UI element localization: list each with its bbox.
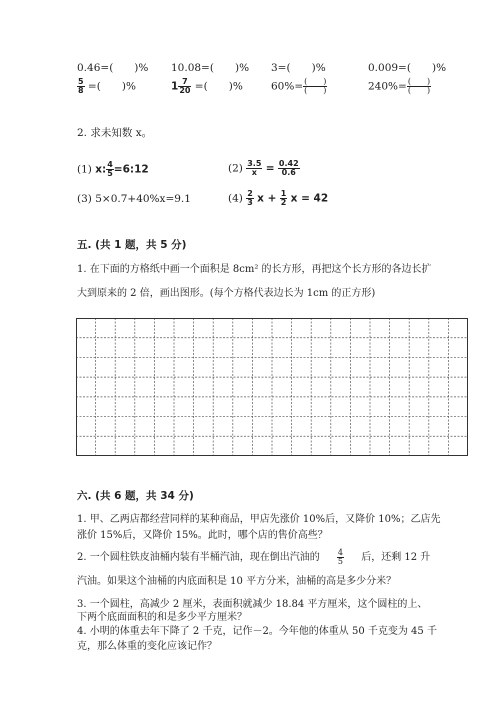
conversion-item: 10.08=( )% (171, 62, 250, 74)
fraction: $\frac{7}{20}$ (179, 77, 191, 95)
equation-3: (3) 5×0.7+40%x=9.1 (77, 193, 191, 205)
question-text: 下两个底面面积的和是多少平方厘米？ (77, 612, 247, 623)
question-text: 大到原来的 2 倍，画出图形。(每个方格代表边长为 1cm 的正方形) (77, 288, 376, 299)
conversion-item: 240%= $\frac{( )}{( )}$ (368, 77, 431, 95)
question-title: 2. 求未知数 x。 (77, 127, 153, 139)
section-heading: 六. (共 6 题，共 34 分) (77, 490, 194, 502)
conversion-item: 1 $\frac{7}{20}$ =( )% (171, 77, 243, 95)
equation-2: (2) $\frac{3.5}{x}$ = $\frac{0.42}{0.6}$ (228, 159, 299, 177)
fraction: $\frac{1}{2}$ (280, 189, 287, 207)
conversion-item: 0.46=( )% (77, 62, 149, 74)
fraction: $\frac{5}{8}$ (78, 77, 84, 95)
fraction: $\frac{4}{5}$ (107, 160, 113, 178)
fraction: $\frac{2}{3}$ (247, 189, 253, 207)
question-text: 克，那么体重的变化应该记作？ (77, 641, 217, 652)
fraction: $\frac{( )}{( )}$ (407, 77, 431, 95)
fraction: $\frac{3.5}{x}$ (247, 159, 262, 177)
question-text: 3. 一个圆柱，高减少 2 厘米，表面积就减少 18.84 平方厘米，这个圆柱的上、 (77, 599, 428, 610)
question-text: 1. 甲、乙两店都经营同样的某种商品，甲店先涨价 10%后，又降价 10%；乙店先 (77, 514, 441, 525)
conversion-item: 60%= $\frac{( )}{( )}$ (271, 77, 327, 95)
square-grid (76, 318, 468, 456)
question-text: 2. 一个圆柱铁皮油桶内装有半桶汽油，现在倒出汽油的 $\frac{4}{5}$ 后，还剩 12 升 (77, 548, 431, 566)
fraction: $\frac{4}{5}$ (337, 548, 344, 566)
conversion-item: 3=( )% (271, 62, 326, 74)
section-heading: 五. (共 1 题，共 5 分) (77, 239, 187, 251)
question-text: 汽油。如果这个油桶的内底面积是 10 平方分米，油桶的高是多少分米？ (77, 576, 397, 587)
question-text: 4. 小明的体重去年下降了 2 千克，记作－2。今年他的体重从 50 千克变为 45 千 (77, 626, 437, 637)
fraction: $\frac{( )}{( )}$ (304, 77, 327, 95)
fraction: $\frac{0.42}{0.6}$ (278, 159, 299, 177)
equation-1: (1) x: $\frac{4}{5}$ =6:12 (77, 160, 149, 178)
question-text: 涨价 15%后，又降价 15%。此时，哪个店的售价高些？ (77, 530, 328, 541)
conversion-item: $\frac{5}{8}$ =( )% (78, 77, 136, 95)
equation-4: (4) $\frac{2}{3}$ x + $\frac{1}{2}$ x = 42 (228, 189, 329, 207)
conversion-item: 0.009=( )% (368, 62, 447, 74)
question-text: 1. 在下面的方格纸中画一个面积是 8cm² 的长方形，再把这个长方形的各边长扩 (77, 264, 432, 275)
